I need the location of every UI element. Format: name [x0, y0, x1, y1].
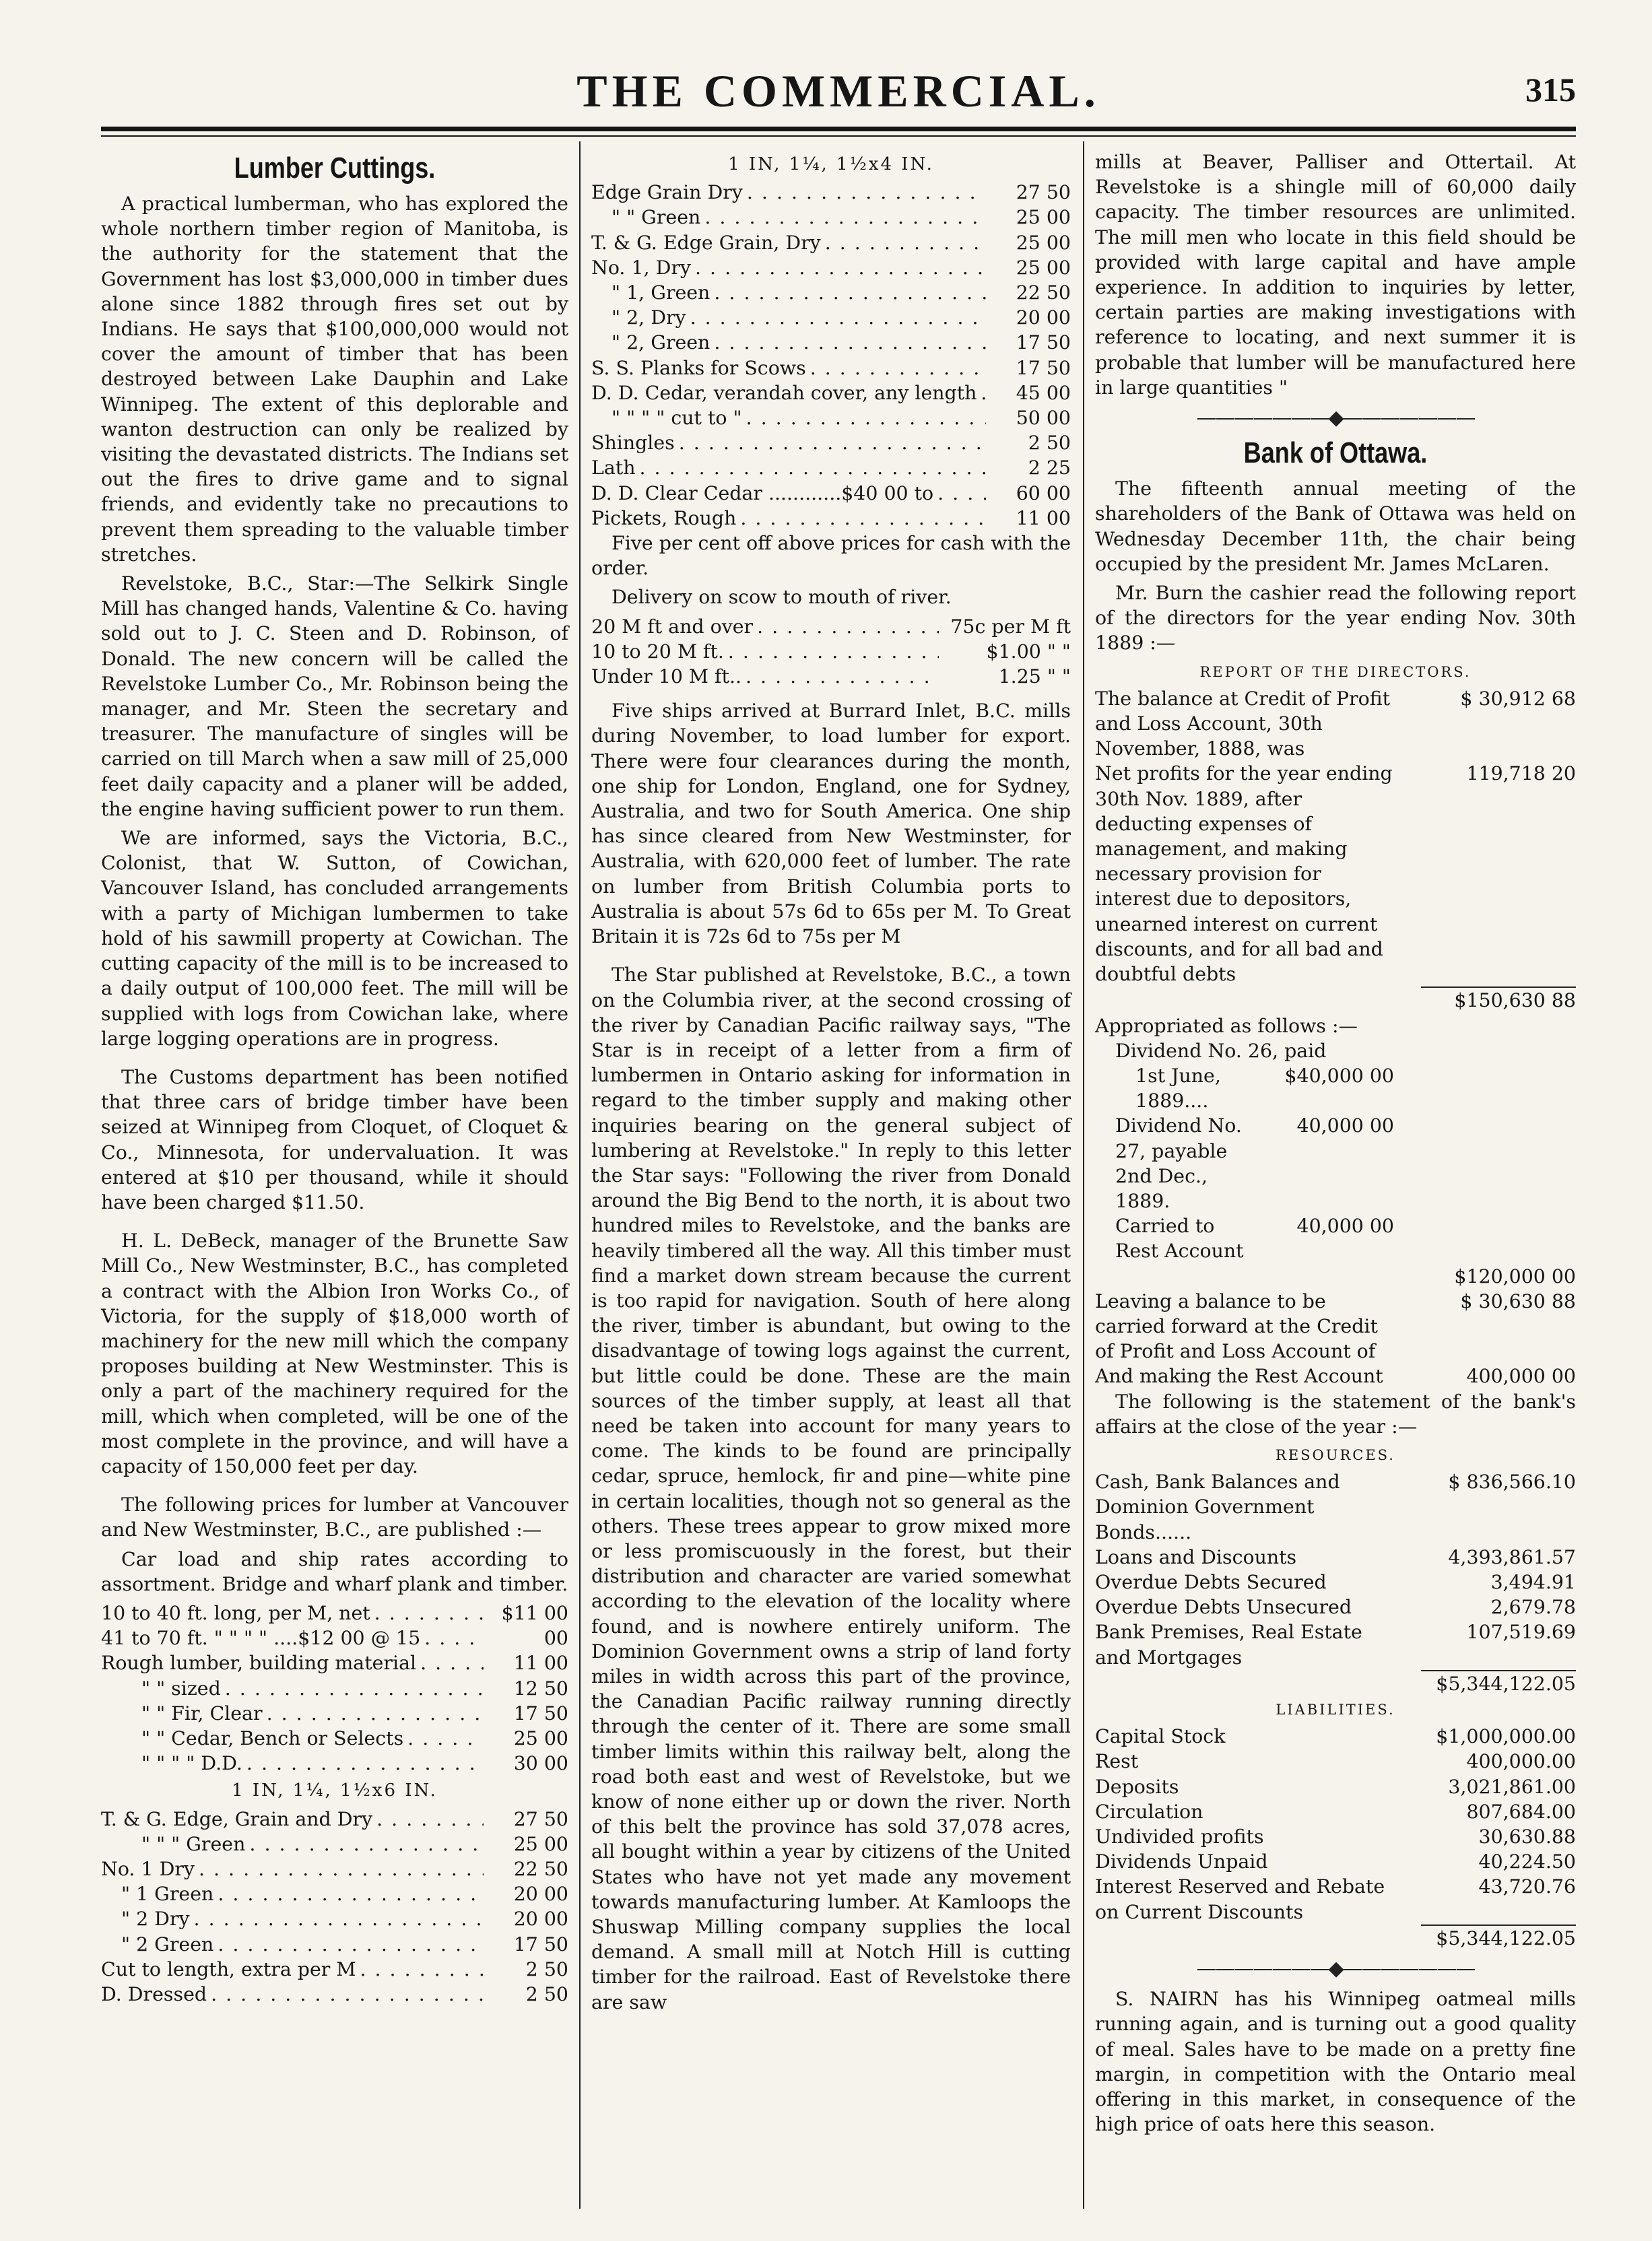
report-line: Net profits for the year ending 30th Nov. 1889, after deducting expenses of management, and making necessary provision for interest due to depositors, unearned interest on current discounts, and for all bad and doubtful debts 119,718 20 — [1095, 762, 1576, 986]
table-row: Cash, Bank Balances and Dominion Government Bonds...... $ 836,566.10 — [1095, 1471, 1576, 1543]
price-row: Under 10 M ft.. . . . 1.25 " " — [591, 664, 1071, 689]
delivery-rates — [591, 614, 1071, 690]
article-paragraph: Five ships arrived at Burrard Inlet, B.C. mills during November, to load lumber for export. There were four clearances during the month, one ship for London, England, one for Sydney, Australia, and two for South America. One ship has since cleared from New Westminster, for Australia, with 620,000 feet of lumber. The rate on lumber from British Columbia ports to Australia is about 57s 6d to 65s per M. To Great Britain it is 72s 6d to 75s per M — [591, 700, 1071, 948]
price-row: " " Fir, Clear . . . 17 50 — [101, 1701, 568, 1726]
article-paragraph: We are informed, says the Victoria, B.C., Colonist, that W. Sutton, of Cowichan, Vancouver Island, has concluded arrangements with a party of Michigan lumbermen to take hold of his sawmill property at Cowichan. The cutting capacity of the mill is to be increased to a daily output of 100,000 feet. The mill will be supplied with logs from Cowichan lake, where large logging operations are in progress. — [101, 827, 568, 1050]
table-row: Overdue Debts Secured 3,494.91 — [1095, 1570, 1576, 1593]
report-total: $120,000 00 — [1454, 1265, 1576, 1287]
report-line: Carried to Rest Account 40,000 00 — [1115, 1215, 1394, 1263]
price-row: 41 to 70 ft. " " " " ....$12 00 @ 15 . . . 00 — [101, 1626, 568, 1650]
price-row: " 1, Green . . . 22 50 — [591, 280, 1071, 305]
price-row: " 2, Green . . . 17 50 — [591, 330, 1071, 355]
price-list-b — [101, 1807, 568, 2007]
price-row: 10 to 40 ft. long, per M, net . . . $11 00 — [101, 1601, 568, 1626]
table-row: Overdue Debts Unsecured 2,679.78 — [1095, 1596, 1576, 1619]
report-heading: REPORT OF THE DIRECTORS. — [1199, 663, 1472, 680]
header-rule-thin — [101, 135, 1576, 137]
table-row: Deposits 3,021,861.00 — [1095, 1775, 1576, 1798]
price-row: T. & G. Edge Grain, Dry . . . 25 00 — [591, 230, 1071, 255]
resources-total: $5,344,122.05 — [1436, 1672, 1576, 1695]
article-paragraph: S. NAIRN has his Winnipeg oatmeal mills running again, and is turning out a good quality of meal. Sales have to be made on a pretty fine margin, in competition with the Ontario meal offering in this market, in consequence of the high price of oats here this season. — [1095, 1988, 1576, 2136]
subheading-sizes: 1 IN, 1¼, 1½x4 IN. — [728, 154, 934, 174]
table-row: Circulation 807,684.00 — [1095, 1800, 1576, 1823]
column-1 — [101, 149, 568, 2007]
article-paragraph: The Customs department has been notified that three cars of bridge timber have been seized at Winnipeg from Cloquet, of Cloquet & Co., Minnesota, for undervaluation. It was entered at $10 per thousand, while it should have been charged $11.50. — [101, 1065, 568, 1213]
article-paragraph: The following prices for lumber at Vancouver and New Westminster, B.C., are published :— — [101, 1494, 568, 1541]
table-row: Loans and Discounts 4,393,861.57 — [1095, 1545, 1576, 1568]
table-row: Capital Stock $1,000,000.00 — [1095, 1725, 1576, 1748]
price-row: 20 M ft and over . . . 75c per M ft — [591, 614, 1071, 639]
price-row: " 1 Green . . . 20 00 — [101, 1881, 568, 1906]
appropriated-label: Appropriated as follows :— — [1095, 1014, 1358, 1037]
header-rule-thick — [101, 127, 1576, 131]
price-row: Lath . . . 2 25 — [591, 455, 1071, 480]
masthead — [101, 0, 1576, 135]
price-note: Delivery on scow to mouth of river. — [612, 586, 952, 609]
price-row: Rough lumber, building material . . . 11 00 — [101, 1650, 568, 1675]
price-row: " " Cedar, Bench or Selects . . . 25 00 — [101, 1726, 568, 1751]
article-paragraph: mills at Beaver, Palliser and Ottertail. At Revelstoke is a shingle mill of 60,000 daily capacity. The timber resources are unlimited. The mill men who locate in this field should be provided with large capital and have ample experience. In addition to inquiries by letter, certain parties are making investigations with reference to locating, and next summer it is probable that lumber will be manufactured here in large quantities " — [1095, 151, 1576, 399]
report-total: $150,630 88 — [1454, 989, 1576, 1012]
liabilities-total: $5,344,122.05 — [1436, 1927, 1576, 1949]
liabilities-heading: LIABILITIES. — [1276, 1701, 1395, 1718]
price-row: Cut to length, extra per M . . . 2 50 — [101, 1957, 568, 1982]
price-row: " " Green . . . 25 00 — [591, 205, 1071, 230]
article-paragraph: Revelstoke, B.C., Star:—The Selkirk Single Mill has changed hands, Valentine & Co. having sold out to J. C. Steen and D. Robinson, of Donald. The new concern will be called the Revelstoke Lumber Co., Mr. Robinson being the manager, and Mr. Steen the secretary and treasurer. The manufacture of singles will be carried on till March when a saw mill of 25,000 feet daily capacity and a planer will be added, the engine having sufficient power to run them. — [101, 572, 568, 820]
price-list-c — [591, 180, 1071, 531]
price-row: T. & G. Edge, Grain and Dry . . . 27 50 — [101, 1807, 568, 1832]
article-paragraph: The following is the statement of the bank's affairs at the close of the year :— — [1095, 1390, 1576, 1438]
price-row: " 2, Dry . . . 20 00 — [591, 305, 1071, 330]
price-row: " " " " cut to " . . . 50 00 — [591, 405, 1071, 430]
page-number: 315 — [1525, 71, 1576, 108]
price-row: " " " " D.D. . . . 30 00 — [101, 1751, 568, 1776]
heading-lumber-cuttings: Lumber Cuttings. — [234, 152, 436, 185]
column-divider-2 — [1083, 141, 1084, 2209]
table-row: Interest Reserved and Rebate on Current Discounts 43,720.76 — [1095, 1875, 1576, 1923]
price-note: Five per cent off above prices for cash with the order. — [591, 532, 1071, 580]
report-line: 1st June, 1889.... $40,000 00 — [1135, 1064, 1394, 1112]
report-line: And making the Rest Account 400,000 00 — [1095, 1365, 1576, 1388]
article-paragraph: Mr. Burn the cashier read the following report of the directors for the year ending Nov. 30th 1889 :— — [1095, 582, 1576, 655]
price-row: " " sized . . . 12 50 — [101, 1676, 568, 1701]
price-row: No. 1, Dry . . . 25 00 — [591, 255, 1071, 280]
price-row: D. D. Clear Cedar ............$40 00 to . . . 60 00 — [591, 481, 1071, 506]
article-paragraph: Car load and ship rates according to assortment. Bridge and wharf plank and timber. — [101, 1547, 568, 1595]
resources-heading: RESOURCES. — [1276, 1446, 1395, 1463]
table-row: Undivided profits 30,630.88 — [1095, 1826, 1576, 1848]
section-ornament: ———————◆——————— — [1196, 406, 1475, 430]
resources-table — [1095, 1469, 1576, 1670]
article-paragraph: H. L. DeBeck, manager of the Brunette Saw Mill Co., New Westminster, B.C., has completed a contract with the Albion Iron Works Co., of Victoria, for the supply of $18,000 worth of machinery for the new mill which the company proposes building at New Westminster. This is only a part of the machinery required for the mill, which when completed, will be one of the most complete in the province, and will have a capacity of 150,000 feet per day. — [101, 1230, 568, 1477]
article-paragraph: The Star published at Revelstoke, B.C., a town on the Columbia river, at the second crossing of the river by Canadian Pacific railway says, "The Star is in receipt of a letter from a firm of lumbermen in Ontario asking for information in regard to the timber supply and making other inquiries bearing on the general subject of lumbering at Revelstoke." In reply to this letter the Star says: "Following the river from Donald around the Big Bend to the north, it is about two hundred miles to Revelstoke, and the banks are heavily timbered all the way. All this timber must find a market down stream because the current is too rapid for navigation. South of here along the river, timber is abundant, but owing to the disadvantage of towing logs against the current, but little could be done. These are the main sources of the timber supply, at least all that need be taken into account for many years to come. The kinds to be found are principally cedar, spruce, hemlock, fir and pine—white pine in certain localities, though not so general as the others. These trees appear to grow mixed more or less promiscuously in the forest, but their distribution and character are varied somewhat according to the elevation of the locality where found, and is nowhere entirely uniform. The Dominion Government owns a strip of land forty miles in width across this part of the province, the Canadian Pacific railway running directly through the center of it. There are some small timber limits within this railway belt, along the road both east and west of Revelstoke, but we know of none either up or down the river. North of this belt the province has sold 37,078 acres, all bought within a year by citizens of the United States who have not yet made any movement towards manufacturing lumber. At Kamloops the Shuswap Milling company supplies the local demand. A small mill at Notch Hill is cutting timber for the railroad. East of Revelstoke there are saw — [591, 964, 1071, 2013]
report-line: Leaving a balance to be carried forward at the Credit of Profit and Loss Account of $ 30,630 88 — [1095, 1290, 1576, 1363]
heading-bank-of-ottawa: Bank of Ottawa. — [1243, 436, 1428, 470]
section-ornament: ———————◆——————— — [1196, 1957, 1475, 1981]
table-row: Bank Premises, Real Estate and Mortgages 107,519.69 — [1095, 1621, 1576, 1669]
price-row: " 2 Dry . . . 20 00 — [101, 1906, 568, 1931]
table-row: Rest 400,000.00 — [1095, 1750, 1576, 1773]
article-paragraph: The fifteenth annual meeting of the shareholders of the Bank of Ottawa was held on Wednesday December 11th, the chair being occupied by the president Mr. James McLaren. — [1095, 477, 1576, 575]
report-line: Dividend No. 27, payable 2nd Dec., 1889. 40,000 00 — [1115, 1114, 1394, 1212]
price-row: S. S. Planks for Scows . . . 17 50 — [591, 356, 1071, 380]
price-row: Edge Grain Dry . . . 27 50 — [591, 180, 1071, 205]
subheading-sizes: 1 IN, 1¼, 1½x6 IN. — [232, 1780, 438, 1801]
column-3 — [1095, 149, 1576, 2141]
column-divider-1 — [579, 141, 581, 2209]
newspaper-title: THE COMMERCIAL. — [576, 65, 1100, 116]
table-row: Dividends Unpaid 40,224.50 — [1095, 1850, 1576, 1873]
report-line: Dividend No. 26, paid — [1115, 1039, 1327, 1062]
price-row: " " " Green . . . 25 00 — [101, 1832, 568, 1857]
price-row: 10 to 20 M ft. . . . $1.00 " " — [591, 639, 1071, 664]
report-line: The balance at Credit of Profit and Loss Account, 30th November, 1888, was $ 30,912 68 — [1095, 687, 1576, 760]
price-row: Shingles . . . 2 50 — [591, 430, 1071, 455]
price-row: " 2 Green . . . 17 50 — [101, 1932, 568, 1957]
liabilities-table — [1095, 1724, 1576, 1925]
price-list-a — [101, 1601, 568, 1776]
price-row: Pickets, Rough . . . 11 00 — [591, 506, 1071, 531]
column-2 — [591, 149, 1071, 2019]
price-row: D. D. Cedar, verandah cover, any length . . . 45 00 — [591, 380, 1071, 405]
price-row: No. 1 Dry . . . 22 50 — [101, 1857, 568, 1881]
article-paragraph: A practical lumberman, who has explored the whole northern timber region of Manitoba, is the authority for the statement that the Government has lost $3,000,000 in timber dues alone since 1882 through fires set out by Indians. He says that $100,000,000 would not cover the amount of timber that has been destroyed between Lake Dauphin and Lake Winnipeg. The extent of this deplorable and wanton destruction can only be realized by visiting the devastated districts. The Indians set out the fires to drive game and to signal friends, and evidently take no precautions to prevent them spreading to the valuable timber stretches. — [101, 193, 568, 566]
price-row: D. Dressed . . . 2 50 — [101, 1982, 568, 2007]
